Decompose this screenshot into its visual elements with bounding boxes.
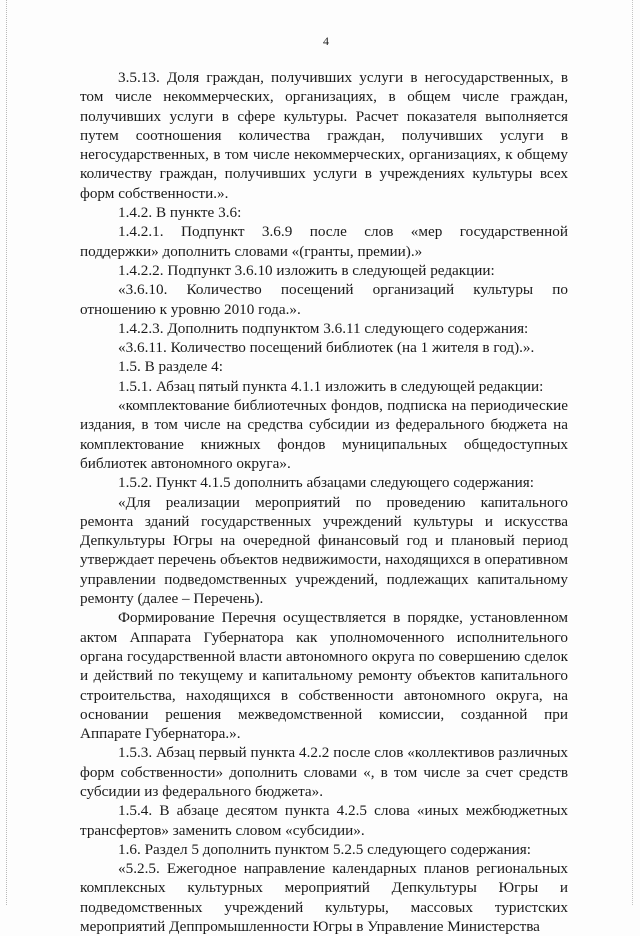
paragraph-1-4-2-1: 1.4.2.1. Подпункт 3.6.9 после слов «мер государственной поддержки» дополнить словами «(гранты, премии).» — [80, 223, 568, 260]
paragraph-1-5-2: 1.5.2. Пункт 4.1.5 дополнить абзацами следующего содержания: — [118, 474, 534, 492]
right-scan-edge — [632, 0, 634, 905]
left-scan-edge — [6, 0, 8, 905]
paragraph-1-4-2: 1.4.2. В пункте 3.6: — [118, 204, 242, 222]
paragraph-1-6: 1.6. Раздел 5 дополнить пунктом 5.2.5 следующего содержания: — [118, 840, 531, 858]
paragraph-list-formation: Формирование Перечня осуществляется в порядке, установленном актом Аппарата Губернатора как уполномоченного исполнительного органа государственной власти автономного округа по совершению сделок и действий по текущему и капитальному ремонту объектов капитального строительства, находящихся в собственности автономного округа, на основании решения межведомственной комиссии, созданной при Аппарате Губернатора.». — [80, 609, 568, 743]
paragraph-1-5-4: 1.5.4. В абзаце десятом пункта 4.2.5 слова «иных межбюджетных трансфертов» заменить словом «субсидии». — [80, 802, 568, 839]
paragraph-1-5-1: 1.5.1. Абзац пятый пункта 4.1.1 изложить в следующей редакции: — [118, 377, 544, 395]
paragraph-1-4-2-3: 1.4.2.3. Дополнить подпунктом 3.6.11 следующего содержания: — [118, 319, 529, 337]
paragraph-3-6-10-text: «3.6.10. Количество посещений организаций культуры по отношению к уровню 2010 года.». — [80, 281, 568, 318]
paragraph-3-5-13: 3.5.13. Доля граждан, получивших услуги в негосударственных, в том числе некоммерческих, организациях, в общем числе граждан, получивших услуги в сфере культуры. Расчет показателя выполняется путем соотношения количества граждан, получивших услуги в негосударственных, в том числе некоммерческих, организациях, к общему количеству граждан, получивших услуги в учреждениях культуры всех форм собственности.». — [80, 69, 568, 202]
paragraph-capital-repair: «Для реализации мероприятий по проведению капитального ремонта зданий государственных учреждений культуры и искусства Депкультуры Югры на очередной финансовый год и плановый период утверждает перечень объектов недвижимости, находящихся в оперативном управлении подведомственных учреждений, подлежащих капитальному ремонту (далее – Перечень). — [80, 493, 568, 608]
paragraph-1-5-3: 1.5.3. Абзац первый пункта 4.2.2 после слов «коллективов различных форм собственности» дополнить словами «, в том числе за счет средств субсидии из федерального бюджета». — [80, 744, 568, 800]
document-body — [80, 68, 568, 936]
page-number: 4 — [323, 34, 329, 48]
paragraph-1-5: 1.5. В разделе 4: — [118, 358, 223, 376]
paragraph-3-6-11-text: «3.6.11. Количество посещений библиотек (на 1 жителя в год).». — [118, 339, 535, 357]
paragraph-library-funds: «комплектование библиотечных фондов, подписка на периодические издания, в том числе на средства субсидии из федерального бюджета на комплектование книжных фондов муниципальных общедоступных библиотек автономного округа». — [80, 397, 568, 472]
paragraph-5-2-5-text: «5.2.5. Ежегодное направление календарных планов региональных комплексных культурных мероприятий Депкультуры Югры и подведомственных учреждений культуры, массовых туристских мероприятий Деппромышленности Югры в Управление Министерства — [80, 860, 568, 936]
paragraph-1-4-2-2: 1.4.2.2. Подпункт 3.6.10 изложить в следующей редакции: — [118, 261, 495, 279]
